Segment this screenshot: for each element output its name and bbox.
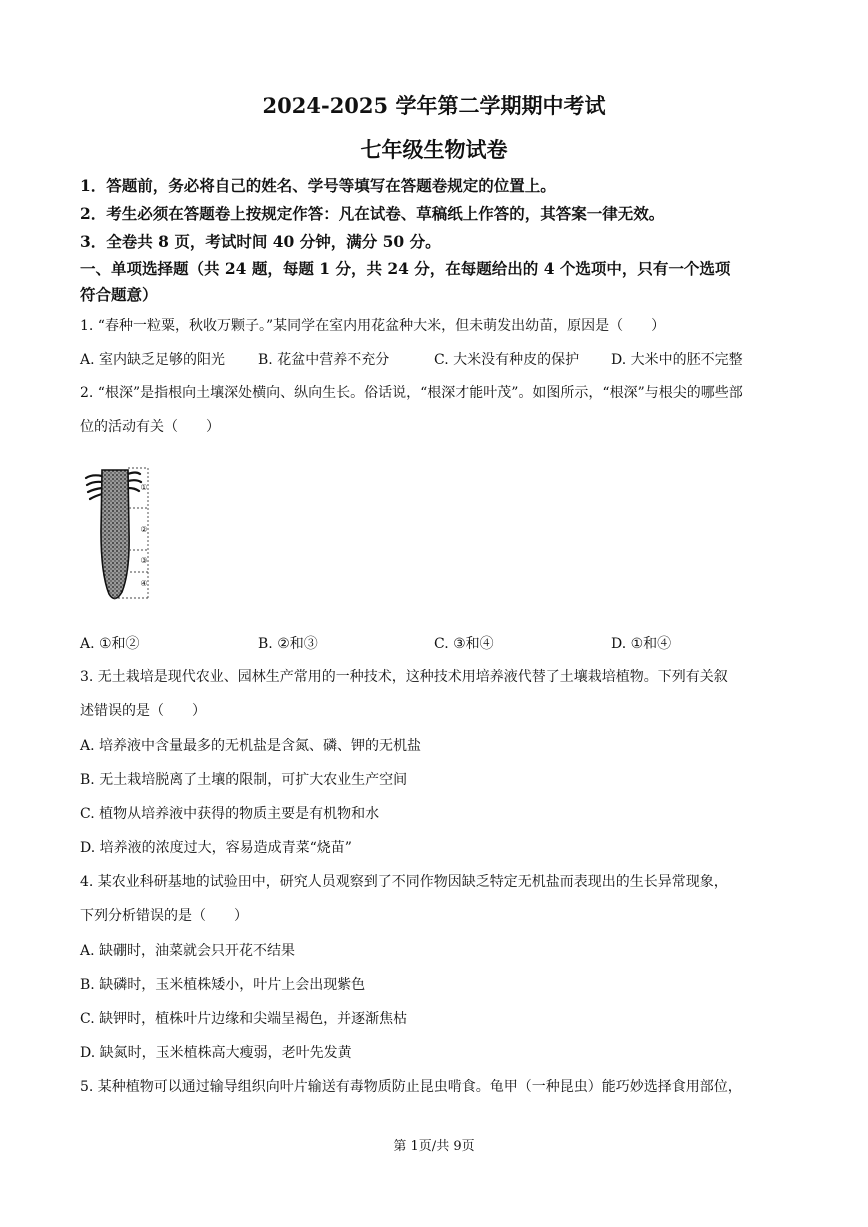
- q2-option-c: C. ③和④: [434, 636, 494, 652]
- figure-label-3: ③: [140, 556, 148, 565]
- q1-option-b: B. 花盆中营养不充分: [258, 352, 390, 368]
- root-tip-figure: [84, 462, 156, 608]
- q2-stem-line2: 位的活动有关（ ）: [80, 419, 220, 435]
- q2-option-d: D. ①和④: [611, 636, 672, 652]
- q1-option-d: D. 大米中的胚不完整: [611, 352, 743, 368]
- q4-option-a: A. 缺硼时，油菜就会只开花不结果: [80, 943, 296, 959]
- figure-label-4: ④: [140, 579, 148, 588]
- figure-label-1: ①: [140, 483, 148, 492]
- q1-option-c: C. 大米没有种皮的保护: [434, 352, 580, 368]
- figure-label-2: ②: [140, 525, 148, 534]
- q2-stem-line1: 2. “根深”是指根向土壤深处横向、纵向生长。俗话说，“根深才能叶茂”。如图所示，“根深”与根尖的哪些部: [80, 385, 743, 401]
- exam-title: 2024-2025 学年第二学期期中考试: [262, 93, 606, 118]
- q2-option-a: A. ①和②: [80, 636, 140, 652]
- notice-2: 2．考生必须在答题卷上按规定作答：凡在试卷、草稿纸上作答的，其答案一律无效。: [80, 204, 665, 223]
- notice-3: 3．全卷共 8 页，考试时间 40 分钟，满分 50 分。: [80, 232, 441, 251]
- q4-option-d: D. 缺氮时，玉米植株高大瘦弱，老叶先发黄: [80, 1045, 352, 1061]
- q5-stem-line1: 5. 某种植物可以通过输导组织向叶片输送有毒物质防止昆虫啃食。龟甲（一种昆虫）能巧妙选择食用部位，: [80, 1079, 742, 1095]
- section-heading-line1: 一、单项选择题（共 24 题，每题 1 分，共 24 分，在每题给出的 4 个选项中，只有一个选项: [80, 259, 731, 278]
- notice-1: 1．答题前，务必将自己的姓名、学号等填写在答题卷规定的位置上。: [80, 176, 556, 195]
- q4-option-c: C. 缺钾时，植株叶片边缘和尖端呈褐色，并逐渐焦枯: [80, 1011, 408, 1027]
- page-footer: 第 1页/共 9页: [393, 1139, 475, 1154]
- q1-stem: 1. “春种一粒粟，秋收万颗子。”某同学在室内用花盆种大米，但未萌发出幼苗，原因是（ ）: [80, 318, 666, 334]
- q4-stem-line1: 4. 某农业科研基地的试验田中，研究人员观察到了不同作物因缺乏特定无机盐而表现出的生长异常现象，: [80, 874, 728, 890]
- q3-option-c: C. 植物从培养液中获得的物质主要是有机物和水: [80, 806, 380, 822]
- q3-option-d: D. 培养液的浓度过大，容易造成青菜“烧苗”: [80, 840, 352, 856]
- q3-option-a: A. 培养液中含量最多的无机盐是含氮、磷、钾的无机盐: [80, 738, 422, 754]
- exam-subtitle: 七年级生物试卷: [360, 137, 508, 162]
- q3-stem-line2: 述错误的是（ ）: [80, 703, 206, 719]
- q3-option-b: B. 无土栽培脱离了土壤的限制，可扩大农业生产空间: [80, 772, 408, 788]
- q2-option-b: B. ②和③: [258, 636, 318, 652]
- section-heading-line2: 符合题意）: [80, 285, 158, 304]
- q3-stem-line1: 3. 无土栽培是现代农业、园林生产常用的一种技术，这种技术用培养液代替了土壤栽培植物。下列有关叙: [80, 669, 728, 685]
- q4-option-b: B. 缺磷时，玉米植株矮小，叶片上会出现紫色: [80, 977, 366, 993]
- q4-stem-line2: 下列分析错误的是（ ）: [80, 908, 248, 924]
- q1-option-a: A. 室内缺乏足够的阳光: [80, 352, 226, 368]
